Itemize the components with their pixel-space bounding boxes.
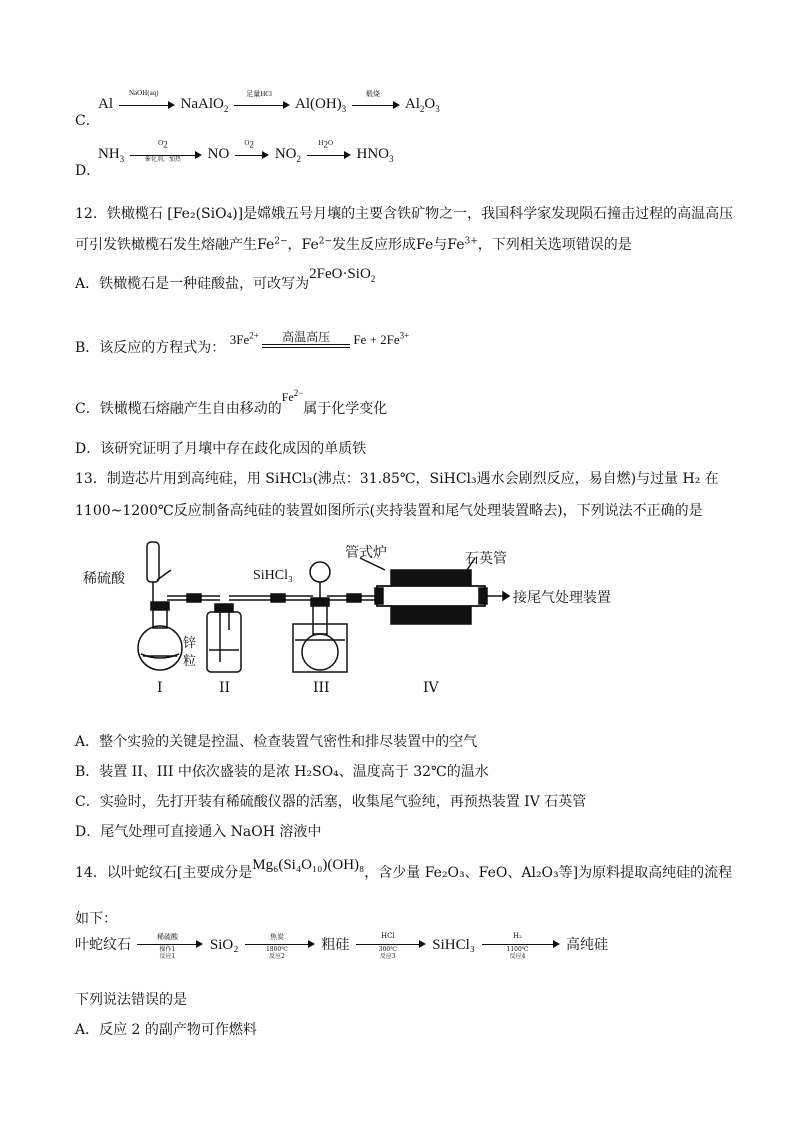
q12-option-c: C．铁橄榄石熔融产生自由移动的$Fe^{2-}$属于化学变化: [75, 388, 388, 417]
sodium-aluminate: NaAlO$_2$: [180, 96, 229, 114]
flow-pure-silicon: 高纯硅: [565, 937, 608, 953]
flow-start: 叶蛇纹石: [75, 937, 131, 953]
q14-line2: 如下：: [75, 911, 117, 927]
reaction-equation: $3Fe^{2+}$ 高温高压 $Fe + 2Fe^{3+}$: [229, 330, 410, 347]
flask-1: [138, 626, 182, 670]
option-c-letter: C．: [75, 113, 100, 129]
serpentine-formula: Mg₆(Si₄O₁₀)(OH)₈: [252, 857, 365, 873]
q12-line2: 可引发铁橄榄石发生熔融产生$Fe^{2-}$，$Fe^{2-}$发生反应形成Fe与$Fe^{3+}$，下列相关选项错误的是: [75, 236, 632, 253]
q12-line1: 12．铁橄榄石 [Fe₂(SiO₄)]是嫦娥五号月壤的主要含铁矿物之一，我国科学家发现陨石撞击过程的高温高压: [75, 206, 734, 222]
flow-arrow-2: 焦炭 1800℃ 反应2: [245, 930, 315, 960]
flow-crude-silicon: 粗硅: [321, 937, 350, 953]
label-device-3: III: [313, 680, 330, 696]
flow-silica: SiO₂: [209, 937, 239, 953]
reaction-arrow: 足量HCl: [234, 98, 290, 112]
q13-line1: 13．制造芯片用到高纯硅，用 SiHCl₃(沸点：31.85℃，SiHCl₃遇水会剧烈反应，易自燃)与过量 H₂ 在: [75, 471, 719, 487]
q14-line1: 14．以叶蛇纹石[主要成分是Mg₆(Si₄O₁₀)(OH)₈，含少量 Fe₂O₃、FeO、Al₂O₃等]为原料提取高纯硅的流程: [75, 857, 733, 881]
label-zinc-1: 锌: [183, 636, 197, 651]
q13-option-a: A．整个实验的关键是控温、检查装置气密性和排尽装置中的空气: [75, 734, 478, 750]
option-d-letter: D．: [75, 163, 101, 179]
nitrogen-dioxide: $NO_2$: [274, 146, 302, 164]
option-c-equation: [98, 88, 440, 114]
q13-option-d: D．尾气处理可直接通入 NaOH 溶液中: [75, 824, 322, 840]
aluminum: Al: [98, 96, 113, 112]
nitric-oxide: NO: [207, 146, 230, 162]
q13-line2: 1100~1200℃反应制备高纯硅的装置如图所示(夹持装置和尾气处理装置略去)，下列说法不正确的是: [75, 503, 703, 519]
aluminum-oxide: $Al_2O_3$: [404, 96, 440, 114]
q13-option-b: B．装置 II、III 中依次盛装的是浓 H₂SO₄、温度高于 32℃的温水: [75, 764, 489, 780]
apparatus-figure: [75, 530, 635, 700]
label-dilute-sulfuric-acid: 稀硫酸: [83, 571, 125, 587]
label-sihcl3: SiHCl₃: [253, 568, 293, 583]
flow-sihcl3: SiHCl₃: [432, 937, 476, 953]
q12-option-b: B．该反应的方程式为： $3Fe^{2+}$ 高温高压 $Fe + 2Fe^{3+}$: [75, 330, 410, 356]
q12-option-a: A．铁橄榄石是一种硅酸盐，可改写为2FeO·SiO$_2$: [75, 266, 376, 292]
flow-arrow-4: H₂ 1100℃ 反应4: [482, 930, 560, 960]
label-device-1: I: [157, 680, 163, 696]
flow-arrow-3: HCl 300℃ 反应3: [356, 930, 426, 960]
ammonia: $NH_3$: [98, 146, 125, 164]
flow-arrow-1: 稀硫酸 操作1 反应1: [137, 930, 203, 960]
reaction-arrow: 煅烧: [352, 98, 400, 112]
reaction-arrow: $O_2$ 催化剂，加热: [130, 148, 202, 162]
label-quartz-tube: 石英管: [465, 551, 507, 567]
q14-flowchart: [75, 930, 608, 960]
q14-option-a: A．反应 2 的副产物可作燃料: [75, 1022, 257, 1038]
water-bath-3: [293, 624, 347, 672]
label-device-4: IV: [423, 680, 439, 696]
reaction-arrow: NaOH(aq): [119, 98, 175, 112]
q12-option-d: D．该研究证明了月壤中存在歧化成因的单质铁: [75, 441, 367, 457]
nitric-acid: $HNO_3$: [356, 146, 394, 164]
aluminum-hydroxide: $Al(OH)_3$: [295, 96, 347, 114]
label-tube-furnace: 管式炉: [345, 545, 387, 561]
q14-question: 下列说法错误的是: [75, 992, 187, 1008]
q13-option-c: C．实验时，先打开装有稀硫酸仪器的活塞，收集尾气验纯，再预热装置 IV 石英管: [75, 794, 587, 810]
label-device-2: II: [219, 680, 231, 696]
label-tail-gas: 接尾气处理装置: [513, 590, 611, 606]
reaction-arrow: $O_2$: [235, 148, 269, 162]
option-d-equation: [98, 138, 394, 164]
wash-bottle-2: [207, 612, 241, 672]
label-zinc-2: 粒: [183, 654, 197, 669]
reaction-arrow: $H_2O$: [307, 148, 351, 162]
